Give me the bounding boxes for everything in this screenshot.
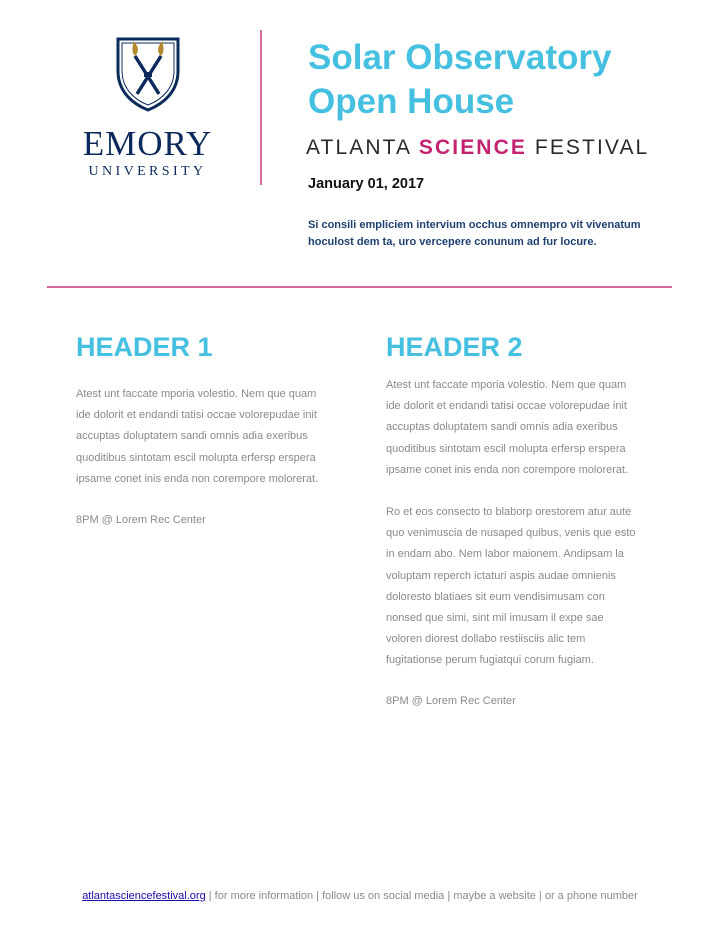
column-2-paragraph-2: Ro et eos consecto to blaborp orestorem atur aute quo venimuscia de nusaped quibus, venis que esto in endam abo. Nem labor maionem. Andipsam la voluptam reperch ictaturi aspis audae omnienis doloresto blatiaes sit eum vendisimusam con nonsed que simi, sint mil imusam il expe sae voloren diorest dollabo restiisciis alic tem fugitationse perum fugiatqui corum fugiam. [386, 506, 636, 667]
festival-suffix: FESTIVAL [534, 136, 650, 159]
event-date: January 01, 2017 [308, 176, 425, 192]
footer-website-link[interactable]: atlantasciencefestival.org [82, 890, 206, 902]
event-title [308, 36, 611, 124]
column-1 [76, 330, 331, 526]
column-1-paragraph: Atest unt faccate mporia volestio. Nem que quam ide dolorit et endandi tatisi occae volorepudae init accuptas doluptatem sandi omnis adia exeribus quoditibus sintotam escil molupta erfersp erspera ipsame conet inis enda non corempore molorerat. [76, 388, 319, 485]
column-2-event-info: 8PM @ Lorem Rec Center [386, 694, 516, 707]
column-1-event-info: 8PM @ Lorem Rec Center [76, 514, 206, 527]
column-2-header: HEADER 2 [386, 332, 523, 362]
footer-info-text: | for more information | follow us on social media | maybe a website | or a phone number [205, 890, 638, 902]
column-1-header: HEADER 1 [76, 332, 213, 362]
footer [0, 890, 720, 902]
vertical-divider [260, 30, 262, 185]
festival-prefix: ATLANTA [306, 136, 411, 159]
logo-wordmark: EMORY [82, 124, 213, 163]
festival-highlight: SCIENCE [418, 136, 527, 159]
horizontal-divider [47, 286, 672, 288]
column-2-paragraph-1: Atest unt faccate mporia volestio. Nem que quam ide dolorit et endandi tatisi occae volorepudae init accuptas doluptatem sandi omnis adia exeribus quoditibus sintotam escil molupta erfersp erspera ipsame conet inis enda non corempore molorerat. [386, 379, 629, 476]
event-title-line2: Open House [308, 82, 515, 121]
column-2 [386, 330, 641, 707]
shield-torches-icon [113, 36, 183, 112]
festival-name [306, 136, 649, 160]
event-tagline: Si consili empliciem intervium occhus omnempro vit vivenatum hoculost dem ta, uro vercepere conunum ad fur locure. [308, 219, 641, 248]
event-title-line1: Solar Observatory [308, 38, 612, 77]
logo-subtitle: UNIVERSITY [88, 164, 207, 179]
emory-logo [80, 36, 215, 180]
